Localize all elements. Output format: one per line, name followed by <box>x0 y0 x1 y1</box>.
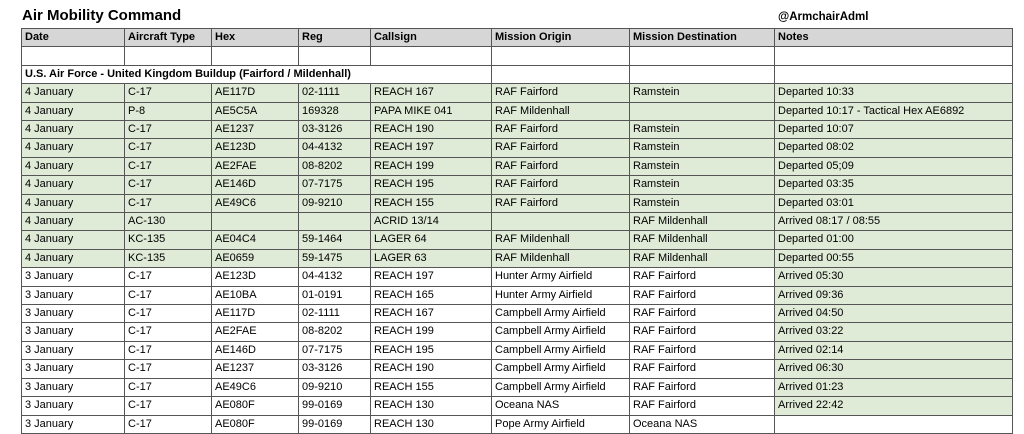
cell-mission-destination[interactable]: RAF Fairford <box>630 378 775 396</box>
cell-date[interactable]: 4 January <box>22 121 125 139</box>
cell-reg[interactable]: 03-3126 <box>299 360 371 378</box>
cell-aircraft-type[interactable]: C-17 <box>125 360 212 378</box>
cell-mission-origin[interactable]: Campbell Army Airfield <box>492 341 630 359</box>
cell-mission-origin[interactable]: RAF Fairford <box>492 84 630 102</box>
cell-notes[interactable]: Departed 03:35 <box>775 176 1013 194</box>
cell-notes[interactable]: Arrived 02:14 <box>775 341 1013 359</box>
cell-notes[interactable]: Departed 05;09 <box>775 157 1013 175</box>
cell-mission-destination[interactable]: Oceana NAS <box>630 415 775 433</box>
cell-mission-destination[interactable]: RAF Fairford <box>630 341 775 359</box>
cell-reg[interactable]: 169328 <box>299 102 371 120</box>
section-title[interactable]: U.S. Air Force - United Kingdom Buildup (Fairford / Mildenhall) <box>22 65 492 83</box>
flight-table <box>21 28 1013 434</box>
cell-mission-origin[interactable]: RAF Fairford <box>492 121 630 139</box>
cell-aircraft-type[interactable]: AC-130 <box>125 213 212 231</box>
cell-callsign[interactable]: LAGER 64 <box>371 231 492 249</box>
cell-mission-origin[interactable]: RAF Mildenhall <box>492 249 630 267</box>
cell-mission-destination[interactable]: Ramstein <box>630 157 775 175</box>
cell-hex[interactable]: AE2FAE <box>212 323 299 341</box>
cell-mission-origin[interactable]: Oceana NAS <box>492 397 630 415</box>
cell-mission-origin[interactable]: Campbell Army Airfield <box>492 378 630 396</box>
cell-date[interactable]: 3 January <box>22 305 125 323</box>
cell-date[interactable]: 4 January <box>22 249 125 267</box>
cell-callsign[interactable]: REACH 130 <box>371 397 492 415</box>
cell-callsign[interactable]: REACH 199 <box>371 157 492 175</box>
table-row <box>22 139 1013 157</box>
cell-reg[interactable]: 04-4132 <box>299 139 371 157</box>
cell-hex[interactable]: AE123D <box>212 139 299 157</box>
cell-callsign[interactable]: REACH 130 <box>371 415 492 433</box>
cell-reg[interactable]: 02-1111 <box>299 84 371 102</box>
cell-mission-destination[interactable]: RAF Mildenhall <box>630 249 775 267</box>
cell-notes[interactable]: Departed 10:33 <box>775 84 1013 102</box>
blank-row <box>22 47 1013 65</box>
column-header-notes[interactable]: Notes <box>775 29 1013 47</box>
cell-date[interactable]: 3 January <box>22 397 125 415</box>
table-row <box>22 341 1013 359</box>
cell-callsign[interactable]: REACH 167 <box>371 305 492 323</box>
cell-hex[interactable]: AE1237 <box>212 360 299 378</box>
table-row <box>22 360 1013 378</box>
column-header-callsign[interactable]: Callsign <box>371 29 492 47</box>
cell-reg[interactable]: 03-3126 <box>299 121 371 139</box>
cell-date[interactable]: 3 January <box>22 268 125 286</box>
table-cell[interactable] <box>630 65 775 83</box>
table-cell[interactable] <box>775 47 1013 65</box>
cell-mission-destination[interactable]: RAF Mildenhall <box>630 231 775 249</box>
cell-date[interactable]: 3 January <box>22 341 125 359</box>
cell-callsign[interactable]: REACH 165 <box>371 286 492 304</box>
cell-reg[interactable]: 99-0169 <box>299 397 371 415</box>
cell-notes[interactable]: Arrived 05:30 <box>775 268 1013 286</box>
cell-reg[interactable]: 07-7175 <box>299 176 371 194</box>
cell-notes[interactable]: Departed 08:02 <box>775 139 1013 157</box>
cell-mission-origin[interactable]: Hunter Army Airfield <box>492 268 630 286</box>
cell-callsign[interactable]: REACH 190 <box>371 121 492 139</box>
cell-aircraft-type[interactable]: C-17 <box>125 341 212 359</box>
cell-hex[interactable]: AE10BA <box>212 286 299 304</box>
column-header-mission-destination[interactable]: Mission Destination <box>630 29 775 47</box>
cell-mission-destination[interactable]: RAF Fairford <box>630 397 775 415</box>
cell-callsign[interactable]: REACH 167 <box>371 84 492 102</box>
cell-reg[interactable]: 99-0169 <box>299 415 371 433</box>
cell-aircraft-type[interactable]: C-17 <box>125 286 212 304</box>
cell-aircraft-type[interactable]: KC-135 <box>125 249 212 267</box>
table-row <box>22 323 1013 341</box>
cell-notes[interactable]: Departed 10:17 - Tactical Hex AE6892 <box>775 102 1013 120</box>
cell-notes[interactable]: Arrived 04:50 <box>775 305 1013 323</box>
cell-mission-destination[interactable]: Ramstein <box>630 176 775 194</box>
table-row <box>22 121 1013 139</box>
cell-notes[interactable]: Arrived 03:22 <box>775 323 1013 341</box>
table-row <box>22 157 1013 175</box>
cell-reg[interactable]: 09-9210 <box>299 194 371 212</box>
cell-callsign[interactable]: REACH 199 <box>371 323 492 341</box>
cell-callsign[interactable]: PAPA MIKE 041 <box>371 102 492 120</box>
cell-aircraft-type[interactable]: C-17 <box>125 194 212 212</box>
cell-date[interactable]: 4 January <box>22 213 125 231</box>
cell-callsign[interactable]: REACH 155 <box>371 378 492 396</box>
table-row <box>22 286 1013 304</box>
cell-mission-destination[interactable]: RAF Fairford <box>630 360 775 378</box>
cell-hex[interactable]: AE49C6 <box>212 378 299 396</box>
cell-reg[interactable]: 08-8202 <box>299 323 371 341</box>
cell-mission-origin[interactable]: Campbell Army Airfield <box>492 323 630 341</box>
cell-reg[interactable]: 04-4132 <box>299 268 371 286</box>
cell-mission-origin[interactable]: Hunter Army Airfield <box>492 286 630 304</box>
table-row <box>22 176 1013 194</box>
cell-hex[interactable]: AE49C6 <box>212 194 299 212</box>
section-row <box>22 65 1013 83</box>
cell-hex[interactable]: AE2FAE <box>212 157 299 175</box>
table-cell[interactable] <box>125 47 212 65</box>
cell-hex[interactable]: AE117D <box>212 305 299 323</box>
table-row <box>22 194 1013 212</box>
table-row <box>22 213 1013 231</box>
cell-date[interactable]: 4 January <box>22 176 125 194</box>
cell-hex[interactable]: AE080F <box>212 415 299 433</box>
cell-callsign[interactable]: REACH 195 <box>371 176 492 194</box>
table-row <box>22 397 1013 415</box>
cell-aircraft-type[interactable]: C-17 <box>125 157 212 175</box>
cell-mission-destination[interactable]: Ramstein <box>630 121 775 139</box>
header-row <box>22 29 1013 47</box>
cell-notes[interactable]: Departed 03:01 <box>775 194 1013 212</box>
page-title: Air Mobility Command <box>22 7 182 24</box>
author-handle: @ArmchairAdml <box>778 11 869 23</box>
cell-mission-origin[interactable]: Campbell Army Airfield <box>492 360 630 378</box>
table-row <box>22 84 1013 102</box>
cell-mission-origin[interactable]: RAF Mildenhall <box>492 102 630 120</box>
cell-date[interactable]: 4 January <box>22 102 125 120</box>
cell-notes[interactable]: Departed 00:55 <box>775 249 1013 267</box>
cell-date[interactable]: 3 January <box>22 378 125 396</box>
table-cell[interactable] <box>492 47 630 65</box>
cell-reg[interactable]: 59-1475 <box>299 249 371 267</box>
cell-date[interactable]: 4 January <box>22 139 125 157</box>
cell-aircraft-type[interactable]: C-17 <box>125 323 212 341</box>
cell-reg[interactable] <box>299 213 371 231</box>
cell-notes[interactable]: Arrived 22:42 <box>775 397 1013 415</box>
table-row <box>22 102 1013 120</box>
cell-aircraft-type[interactable]: C-17 <box>125 84 212 102</box>
cell-mission-destination[interactable]: Ramstein <box>630 84 775 102</box>
column-header-date[interactable]: Date <box>22 29 125 47</box>
cell-hex[interactable]: AE117D <box>212 84 299 102</box>
cell-reg[interactable]: 08-8202 <box>299 157 371 175</box>
cell-notes[interactable]: Arrived 09:36 <box>775 286 1013 304</box>
cell-callsign[interactable]: REACH 195 <box>371 341 492 359</box>
column-header-aircraft-type[interactable]: Aircraft Type <box>125 29 212 47</box>
cell-hex[interactable]: AE0659 <box>212 249 299 267</box>
cell-mission-origin[interactable] <box>492 213 630 231</box>
table-row <box>22 249 1013 267</box>
cell-mission-destination[interactable]: Ramstein <box>630 139 775 157</box>
cell-aircraft-type[interactable]: C-17 <box>125 397 212 415</box>
cell-aircraft-type[interactable]: C-17 <box>125 139 212 157</box>
table-row <box>22 415 1013 433</box>
table-row <box>22 378 1013 396</box>
cell-mission-origin[interactable]: RAF Fairford <box>492 176 630 194</box>
cell-mission-destination[interactable]: RAF Fairford <box>630 268 775 286</box>
cell-mission-origin[interactable]: Pope Army Airfield <box>492 415 630 433</box>
cell-date[interactable]: 3 January <box>22 360 125 378</box>
cell-mission-destination[interactable]: RAF Mildenhall <box>630 213 775 231</box>
cell-aircraft-type[interactable]: C-17 <box>125 268 212 286</box>
cell-hex[interactable]: AE1237 <box>212 121 299 139</box>
cell-aircraft-type[interactable]: C-17 <box>125 121 212 139</box>
cell-mission-origin[interactable]: RAF Mildenhall <box>492 231 630 249</box>
table-row <box>22 305 1013 323</box>
cell-notes[interactable] <box>775 415 1013 433</box>
table-cell[interactable] <box>371 47 492 65</box>
table-cell[interactable] <box>775 65 1013 83</box>
cell-notes[interactable]: Departed 01:00 <box>775 231 1013 249</box>
table-cell[interactable] <box>492 65 630 83</box>
cell-aircraft-type[interactable]: C-17 <box>125 378 212 396</box>
cell-notes[interactable]: Arrived 08:17 / 08:55 <box>775 213 1013 231</box>
cell-aircraft-type[interactable]: C-17 <box>125 176 212 194</box>
cell-date[interactable]: 4 January <box>22 157 125 175</box>
cell-callsign[interactable]: LAGER 63 <box>371 249 492 267</box>
table-cell[interactable] <box>212 47 299 65</box>
cell-mission-destination[interactable]: RAF Fairford <box>630 305 775 323</box>
cell-hex[interactable]: AE146D <box>212 341 299 359</box>
cell-callsign[interactable]: REACH 197 <box>371 139 492 157</box>
cell-date[interactable]: 3 January <box>22 323 125 341</box>
cell-hex[interactable]: AE123D <box>212 268 299 286</box>
cell-aircraft-type[interactable]: KC-135 <box>125 231 212 249</box>
cell-date[interactable]: 3 January <box>22 415 125 433</box>
cell-mission-destination[interactable]: Ramstein <box>630 194 775 212</box>
cell-date[interactable]: 4 January <box>22 231 125 249</box>
cell-reg[interactable]: 01-0191 <box>299 286 371 304</box>
cell-callsign[interactable]: REACH 155 <box>371 194 492 212</box>
table-row <box>22 231 1013 249</box>
table-cell[interactable] <box>22 47 125 65</box>
cell-mission-origin[interactable]: RAF Fairford <box>492 157 630 175</box>
cell-reg[interactable]: 09-9210 <box>299 378 371 396</box>
cell-reg[interactable]: 59-1464 <box>299 231 371 249</box>
column-header-hex[interactable]: Hex <box>212 29 299 47</box>
table-row <box>22 268 1013 286</box>
cell-mission-origin[interactable]: RAF Fairford <box>492 194 630 212</box>
column-header-reg[interactable]: Reg <box>299 29 371 47</box>
cell-hex[interactable] <box>212 213 299 231</box>
cell-date[interactable]: 3 January <box>22 286 125 304</box>
cell-hex[interactable]: AE04C4 <box>212 231 299 249</box>
table-cell[interactable] <box>299 47 371 65</box>
cell-notes[interactable]: Departed 10:07 <box>775 121 1013 139</box>
cell-hex[interactable]: AE146D <box>212 176 299 194</box>
table-cell[interactable] <box>630 47 775 65</box>
cell-mission-destination[interactable] <box>630 102 775 120</box>
cell-aircraft-type[interactable]: C-17 <box>125 305 212 323</box>
cell-aircraft-type[interactable]: C-17 <box>125 415 212 433</box>
cell-notes[interactable]: Arrived 01:23 <box>775 378 1013 396</box>
cell-callsign[interactable]: ACRID 13/14 <box>371 213 492 231</box>
cell-mission-destination[interactable]: RAF Fairford <box>630 286 775 304</box>
cell-callsign[interactable]: REACH 197 <box>371 268 492 286</box>
cell-hex[interactable]: AE5C5A <box>212 102 299 120</box>
cell-mission-destination[interactable]: RAF Fairford <box>630 323 775 341</box>
cell-reg[interactable]: 02-1111 <box>299 305 371 323</box>
cell-mission-origin[interactable]: Campbell Army Airfield <box>492 305 630 323</box>
column-header-mission-origin[interactable]: Mission Origin <box>492 29 630 47</box>
cell-aircraft-type[interactable]: P-8 <box>125 102 212 120</box>
cell-date[interactable]: 4 January <box>22 84 125 102</box>
cell-mission-origin[interactable]: RAF Fairford <box>492 139 630 157</box>
cell-date[interactable]: 4 January <box>22 194 125 212</box>
cell-reg[interactable]: 07-7175 <box>299 341 371 359</box>
cell-hex[interactable]: AE080F <box>212 397 299 415</box>
cell-callsign[interactable]: REACH 190 <box>371 360 492 378</box>
cell-notes[interactable]: Arrived 06:30 <box>775 360 1013 378</box>
